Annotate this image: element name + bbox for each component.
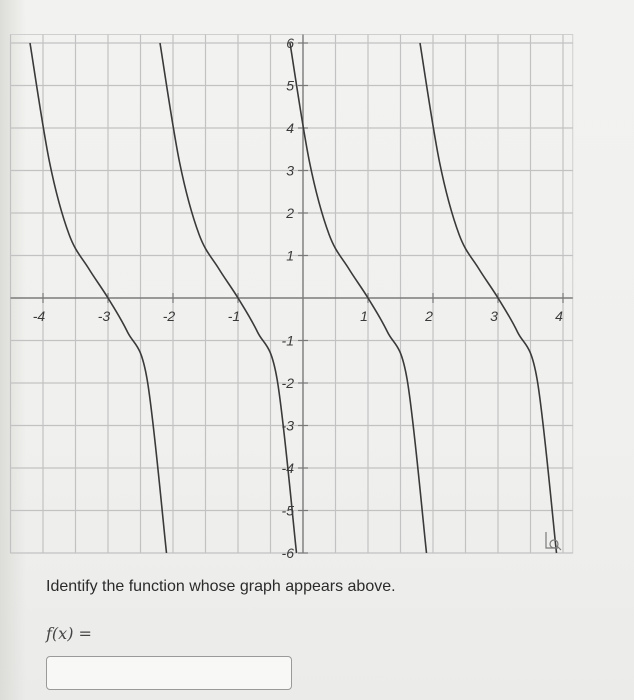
y-tick-label: -5 (281, 502, 294, 519)
y-tick-label: 5 (286, 77, 294, 94)
x-tick-label: 1 (360, 308, 368, 324)
y-tick-label: 4 (286, 120, 294, 136)
y-tick-label: 3 (286, 162, 294, 179)
y-tick-label: 1 (286, 247, 294, 264)
y-tick-label: -1 (281, 332, 294, 349)
x-tick-label: -3 (97, 308, 111, 324)
answer-input[interactable] (46, 656, 292, 690)
y-tick-label: 2 (286, 205, 294, 221)
graph-tool-icon[interactable] (546, 532, 561, 550)
y-tick-label: -6 (281, 545, 294, 561)
x-tick-label: -2 (162, 308, 176, 324)
x-tick-label: -4 (32, 308, 46, 324)
x-tick-label: 3 (490, 308, 498, 324)
function-label: f(x) = (46, 624, 92, 643)
y-tick-label: 6 (286, 35, 294, 51)
x-tick-label: -1 (227, 308, 241, 324)
x-tick-label: 2 (425, 308, 433, 324)
y-tick-label: -4 (281, 460, 294, 476)
y-tick-label: -3 (281, 417, 294, 434)
question-prompt: Identify the function whose graph appears above. (46, 578, 396, 595)
y-tick-label: -2 (281, 375, 294, 391)
x-tick-label: 4 (555, 308, 563, 324)
